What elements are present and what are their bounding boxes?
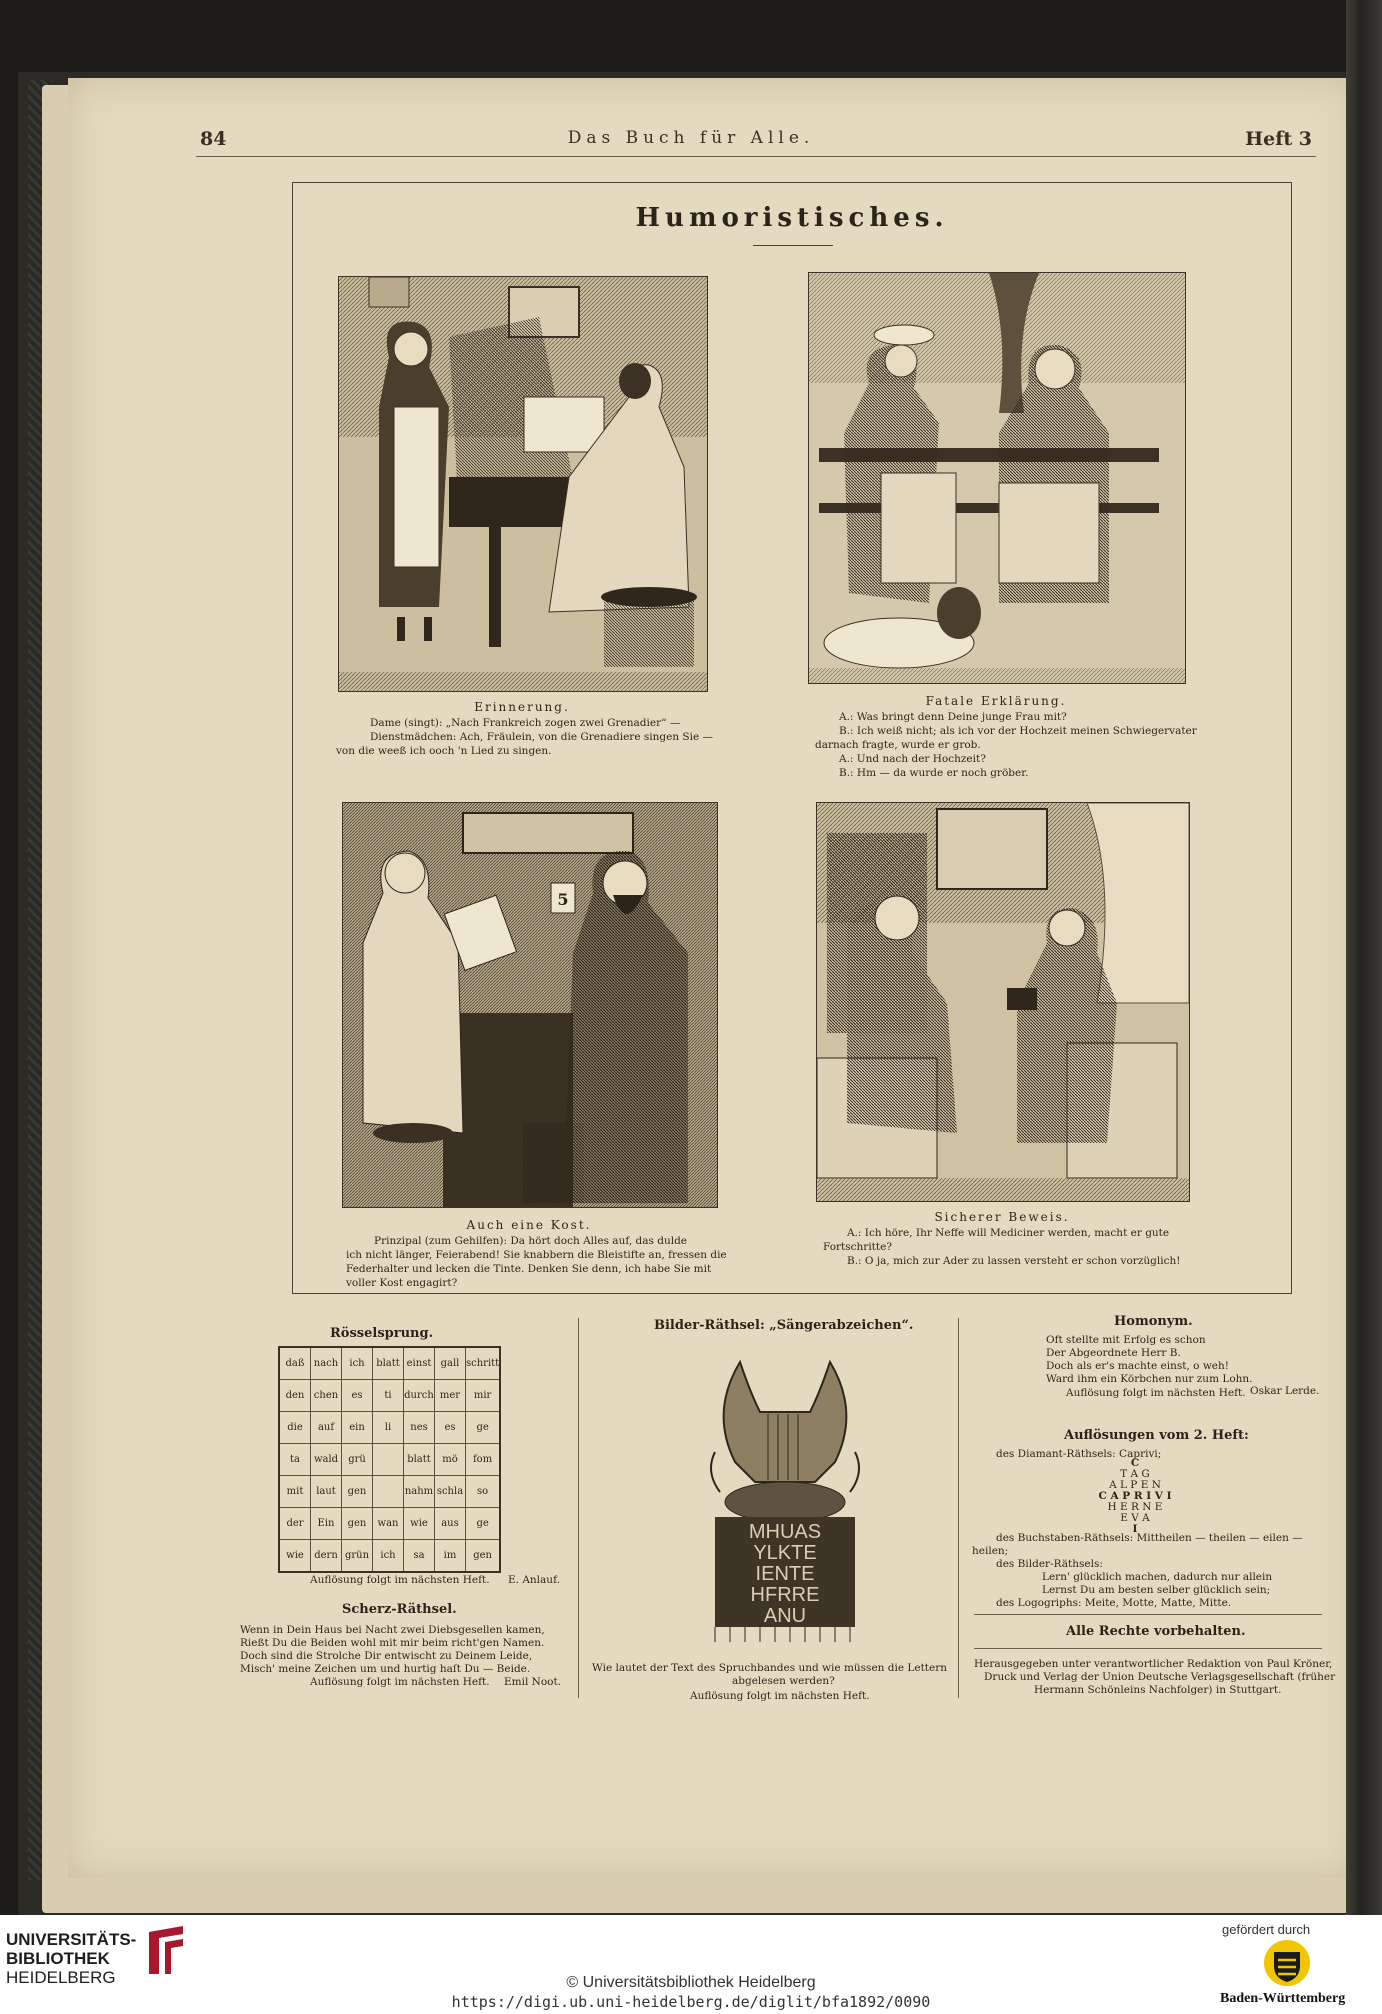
publisher-line: Druck und Verlag der Union Deutsche Verlagsgesellschaft (früher (984, 1671, 1336, 1683)
caption-title: Fatale Erklärung. (925, 694, 1067, 708)
rights-rule (974, 1614, 1322, 1615)
grid-cell: die (279, 1412, 311, 1444)
grid-cell: grün (342, 1540, 373, 1573)
book-spine-edge (1346, 0, 1382, 1915)
diamond-row: T A G (1120, 1468, 1150, 1480)
illustration-erinnerung (338, 276, 708, 692)
grid-cell: den (279, 1380, 311, 1412)
state-label: Baden-Württemberg (1220, 1991, 1346, 2006)
column-rule (578, 1318, 579, 1698)
solution-line: des Bilder-Räthsels: (996, 1558, 1103, 1570)
grid-cell: blatt (404, 1444, 435, 1476)
page-number: 84 (200, 128, 227, 150)
grid-cell: schla (435, 1476, 466, 1508)
grid-cell: wan (373, 1508, 404, 1540)
solution-line: heilen; (972, 1545, 1009, 1557)
caption-line: A.: Ich höre, Ihr Neffe will Mediciner werden, macht er gute (847, 1227, 1170, 1239)
diamond-row: C (1130, 1457, 1140, 1469)
grid-cell: Ein (311, 1508, 342, 1540)
caption-text (815, 710, 1195, 780)
grid-cell: auf (311, 1412, 342, 1444)
calendar-number: 5 (557, 890, 569, 909)
puzzle-line: Ward ihm ein Körbchen nur zum Lohn. (1046, 1373, 1253, 1385)
grid-cell: so (466, 1476, 501, 1508)
grid-cell: ti (373, 1380, 404, 1412)
grid-cell: nahm (404, 1476, 435, 1508)
caption-text (336, 716, 716, 758)
puzzle-line: Rießt Du die Beiden wohl mit mir beim richt'gen Namen. (240, 1637, 545, 1649)
solutions-title: Auflösungen vom 2. Heft: (1064, 1428, 1249, 1443)
grid-cell: blatt (373, 1347, 404, 1380)
grid-cell: ein (342, 1412, 373, 1444)
solution-note: Auflösung folgt im nächsten Heft. (310, 1676, 490, 1688)
copyright-notice: © Universitätsbibliothek Heidelberg (566, 1974, 816, 1991)
author: Oskar Lerde. (1250, 1385, 1320, 1397)
caption-line: A.: Was bringt denn Deine junge Frau mit? (839, 711, 1067, 723)
lyre-emblem-picture (700, 1352, 870, 1644)
grid-cell: wald (311, 1444, 342, 1476)
grid-cell: daß (279, 1347, 311, 1380)
caption-line: Dienstmädchen: Ach, Fräulein, von die Grenadiere singen Sie — (370, 731, 714, 743)
diamond-row: E V A (1120, 1512, 1150, 1524)
banner-letters: IENTE (755, 1563, 815, 1585)
rights-notice: Alle Rechte vorbehalten. (1066, 1624, 1246, 1639)
caption-line: B.: Ich weiß nicht; als ich vor der Hochzeit meinen Schwiegervater (839, 725, 1197, 737)
funding-label: gefördert durch (1222, 1922, 1311, 1937)
issue-label: Heft 3 (1245, 128, 1312, 150)
puzzle-line: Der Abgeordnete Herr B. (1046, 1347, 1181, 1359)
grid-cell (373, 1444, 404, 1476)
illustration-auch-eine-kost (342, 802, 718, 1208)
grid-cell: wie (404, 1508, 435, 1540)
caption-text (346, 1234, 726, 1290)
banner-letters: YLKTE (753, 1542, 817, 1564)
solution-line: Lernst Du am besten selber glücklich sein; (1042, 1584, 1271, 1596)
grid-cell: es (435, 1412, 466, 1444)
puzzle-line: Misch' meine Zeichen um und hurtig haſt Du — Beide. (240, 1663, 531, 1675)
grid-cell: mit (279, 1476, 311, 1508)
publisher-line: Hermann Schönleins Nachfolger) in Stuttgart. (1034, 1684, 1282, 1696)
grid-cell: nach (311, 1347, 342, 1380)
grid-cell: im (435, 1540, 466, 1573)
solution-line: Lern' glücklich machen, dadurch nur allein (1042, 1571, 1273, 1583)
author: Emil Noot. (504, 1676, 562, 1688)
state-coat-of-arms-icon[interactable] (1262, 1938, 1312, 1988)
grid-cell: mir (466, 1380, 501, 1412)
library-name-line: BIBLIOTHEK (6, 1949, 110, 1968)
grid-row (279, 1380, 500, 1412)
solution-line: des Buchstaben-Räthsels: Mittheilen — theilen — eilen — (996, 1532, 1303, 1544)
caption-line: von die weeß ich ooch 'n Lied zu singen. (336, 745, 552, 757)
grid-cell: gen (466, 1540, 501, 1573)
grid-cell: ge (466, 1412, 501, 1444)
grid-cell: es (342, 1380, 373, 1412)
caption-line: ich nicht länger, Feierabend! Sie knabbern die Bleistifte an, fressen die (346, 1249, 727, 1261)
grid-row (279, 1540, 500, 1573)
caption-text (823, 1226, 1203, 1268)
permalink[interactable]: https://digi.ub.uni-heidelberg.de/diglit/bfa1892/0090 (451, 1993, 931, 2011)
grid-cell: mer (435, 1380, 466, 1412)
puzzle-line: Doch sind die Strolche Dir entwischt zu Deinem Leide, (240, 1650, 533, 1662)
caption-line: B.: Hm — da wurde er noch gröber. (839, 767, 1029, 779)
grid-cell: grü (342, 1444, 373, 1476)
grid-row (279, 1508, 500, 1540)
grid-cell: ich (342, 1347, 373, 1380)
caption-line: Federhalter und lecken die Tinte. Denken Sie denn, ich habe Sie mit (346, 1263, 712, 1275)
banner-letters: MHUAS (748, 1521, 822, 1543)
grid-row (279, 1444, 500, 1476)
caption-line: B.: O ja, mich zur Ader zu lassen versteht er schon vorzüglich! (847, 1255, 1181, 1267)
grid-cell: wie (279, 1540, 311, 1573)
grid-cell (373, 1476, 404, 1508)
puzzle-title: Rösselsprung. (330, 1326, 434, 1341)
grid-cell: fom (466, 1444, 501, 1476)
puzzle-title: Bilder-Räthsel: „Sängerabzeichen“. (654, 1318, 914, 1333)
diamond-row: C A P R I V I (1098, 1490, 1172, 1502)
grid-cell: durch (404, 1380, 435, 1412)
grid-row (279, 1476, 500, 1508)
solution-note: Auflösung folgt im nächsten Heft. (310, 1574, 490, 1586)
grid-cell: ta (279, 1444, 311, 1476)
grid-cell: ge (466, 1508, 501, 1540)
diamond-row: H E R N E (1107, 1501, 1163, 1513)
grid-cell: chen (311, 1380, 342, 1412)
caption-line: darnach fragte, wurde er grob. (815, 739, 981, 751)
caption-line: A.: Und nach der Hochzeit? (839, 753, 986, 765)
publisher-line: Herausgegeben unter verantwortlicher Redaktion von Paul Kröner, (974, 1658, 1333, 1670)
column-rule (958, 1318, 959, 1698)
caption-line: Prinzipal (zum Gehilfen): Da hört doch Alles auf, das dulde (374, 1235, 688, 1247)
grid-cell: gall (435, 1347, 466, 1380)
rights-rule (974, 1648, 1322, 1649)
running-title: Das Buch für Alle. (567, 128, 815, 148)
header-rule (196, 156, 1316, 157)
grid-row (279, 1412, 500, 1444)
diamond-row: A L P E N (1109, 1479, 1161, 1491)
solution-note: Auflösung folgt im nächsten Heft. (1066, 1387, 1246, 1399)
author: E. Anlauf. (508, 1574, 560, 1586)
grid-cell: laut (311, 1476, 342, 1508)
grid-cell: sa (404, 1540, 435, 1573)
banner-letters: HFRRE (750, 1584, 820, 1606)
library-logo-icon[interactable] (143, 1924, 189, 1976)
puzzle-question: abgelesen werden? (732, 1675, 835, 1687)
grid-cell: aus (435, 1508, 466, 1540)
grid-cell: gen (342, 1476, 373, 1508)
puzzle-line: Doch als er's machte einst, o weh! (1046, 1360, 1230, 1372)
solution-line: des Diamant-Räthsels: Caprivi; (996, 1448, 1162, 1460)
grid-cell: der (279, 1508, 311, 1540)
grid-cell: mö (435, 1444, 466, 1476)
grid-cell: ich (373, 1540, 404, 1573)
grid-cell: gen (342, 1508, 373, 1540)
puzzle-title: Homonym. (1114, 1314, 1193, 1329)
banner-letters: ANU (763, 1605, 807, 1627)
puzzle-line: Wenn in Dein Haus bei Nacht zwei Diebsgesellen kamen, (240, 1624, 545, 1636)
library-name-line: HEIDELBERG (6, 1968, 116, 1987)
section-title: Humoristisches. (635, 203, 949, 233)
library-name-line: UNIVERSITÄTS- (6, 1930, 137, 1949)
puzzle-question: Wie lautet der Text des Spruchbandes und wie müssen die Lettern (592, 1662, 948, 1674)
illustration-fatale-erklaerung (808, 272, 1186, 684)
grid-row (279, 1347, 500, 1380)
illustration-sicherer-beweis (816, 802, 1190, 1202)
grid-cell: li (373, 1412, 404, 1444)
caption-line: voller Kost engagirt? (346, 1277, 458, 1289)
solution-note: Auflösung folgt im nächsten Heft. (690, 1690, 870, 1702)
caption-title: Sicherer Beweis. (934, 1210, 1070, 1224)
grid-cell: nes (404, 1412, 435, 1444)
diamond-row: I (1132, 1523, 1138, 1535)
grid-cell: dern (311, 1540, 342, 1573)
caption-line: Fortschritte? (823, 1241, 892, 1253)
diamond-puzzle-solution (1060, 1458, 1210, 1535)
caption-line: Dame (singt): „Nach Frankreich zogen zwei Grenadier“ — (370, 717, 681, 729)
puzzle-title: Scherz-Räthsel. (342, 1602, 457, 1617)
caption-title: Erinnerung. (474, 700, 570, 714)
puzzle-line: Oft stellte mit Erfolg es schon (1046, 1334, 1206, 1346)
knight-move-grid (278, 1346, 501, 1573)
title-rule (753, 245, 833, 246)
grid-cell: einst (404, 1347, 435, 1380)
grid-cell: schritt (466, 1347, 501, 1380)
solution-line: des Logogriphs: Meite, Motte, Matte, Mitte. (996, 1597, 1232, 1609)
caption-title: Auch eine Kost. (466, 1218, 592, 1232)
